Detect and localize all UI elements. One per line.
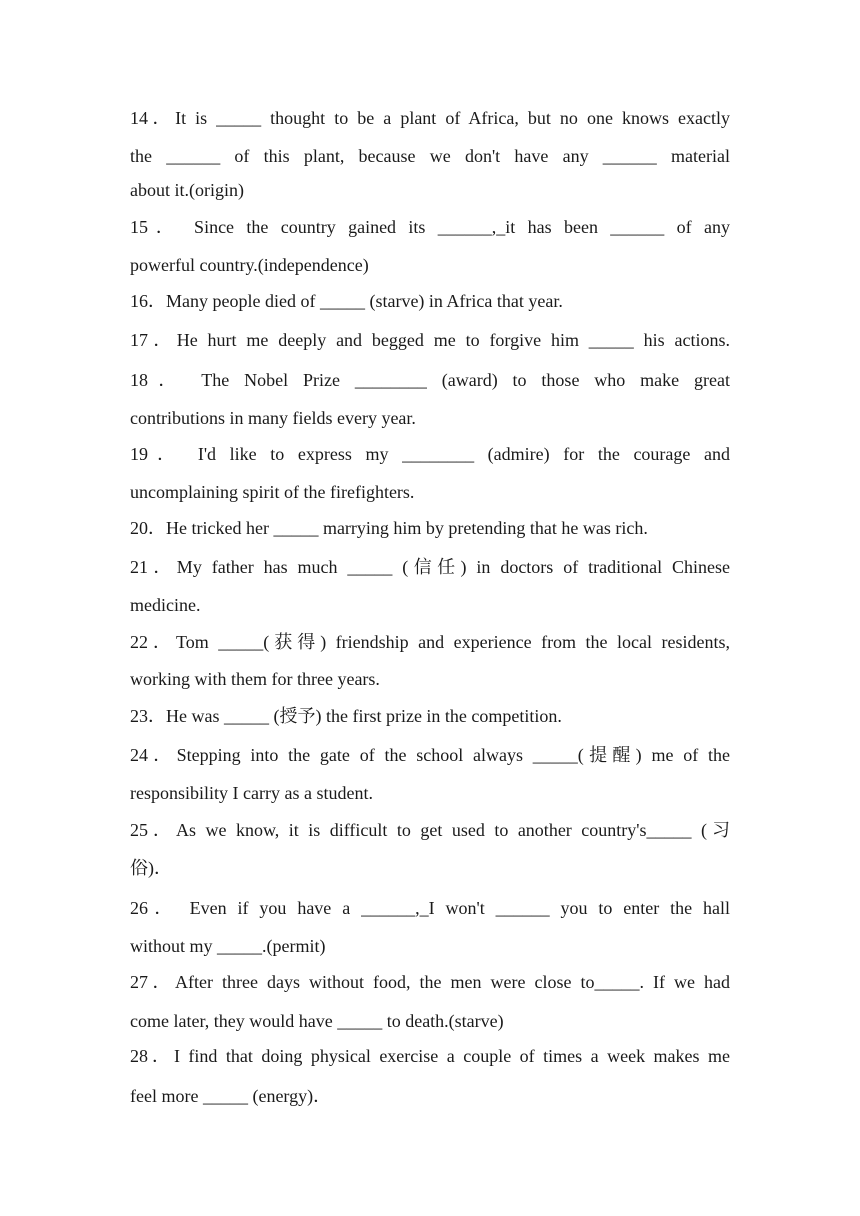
q24-line-1: 24．Stepping into the gate of the school always _____(提醒) me of the bbox=[130, 745, 730, 765]
q22-line-2: working with them for three years. bbox=[130, 669, 380, 689]
q22-line-1: 22．Tom _____(获得) friendship and experience from the local residents, bbox=[130, 632, 730, 652]
q26-line-2: without my _____.(permit) bbox=[130, 936, 326, 956]
q25-line-1: 25．As we know, it is difficult to get used to another country's_____ (习 bbox=[130, 820, 730, 840]
q18-line-2: contributions in many fields every year. bbox=[130, 408, 416, 428]
q27-line-2: come later, they would have _____ to death.(starve) bbox=[130, 1011, 504, 1031]
q14-line-3: about it.(origin) bbox=[130, 180, 244, 200]
q19-line-2: uncomplaining spirit of the firefighters. bbox=[130, 482, 415, 502]
q20-line-1: 20．He tricked her _____ marrying him by pretending that he was rich. bbox=[130, 518, 648, 538]
q18-line-1: 18． The Nobel Prize ________ (award) to those who make great bbox=[130, 370, 730, 390]
q19-line-1: 19． I'd like to express my ________ (admire) for the courage and bbox=[130, 444, 730, 464]
q14-line-1: 14．It is _____ thought to be a plant of Africa, but no one knows exactly bbox=[130, 108, 730, 128]
q26-line-1: 26． Even if you have a ______,_I won't ______ you to enter the hall bbox=[130, 898, 730, 918]
q24-line-2: responsibility I carry as a student. bbox=[130, 783, 373, 803]
q21-line-1: 21．My father has much _____ (信任) in doctors of traditional Chinese bbox=[130, 557, 730, 577]
q25-line-2: 俗)． bbox=[130, 858, 172, 878]
q21-line-2: medicine. bbox=[130, 595, 201, 615]
q16-line-1: 16．Many people died of _____ (starve) in Africa that year. bbox=[130, 291, 563, 311]
q27-line-1: 27．After three days without food, the men were close to_____. If we had bbox=[130, 972, 730, 992]
q23-line-1: 23．He was _____ (授予) the first prize in the competition. bbox=[130, 706, 562, 726]
q17-line-1: 17．He hurt me deeply and begged me to forgive him _____ his actions. bbox=[130, 330, 730, 350]
q15-line-1: 15． Since the country gained its ______,_it has been ______ of any bbox=[130, 217, 730, 237]
q28-line-2: feel more _____ (energy)． bbox=[130, 1086, 332, 1106]
q28-line-1: 28．I find that doing physical exercise a couple of times a week makes me bbox=[130, 1046, 730, 1066]
q15-line-2: powerful country.(independence) bbox=[130, 255, 369, 275]
q14-line-2: the ______ of this plant, because we don't have any ______ material bbox=[130, 146, 730, 166]
